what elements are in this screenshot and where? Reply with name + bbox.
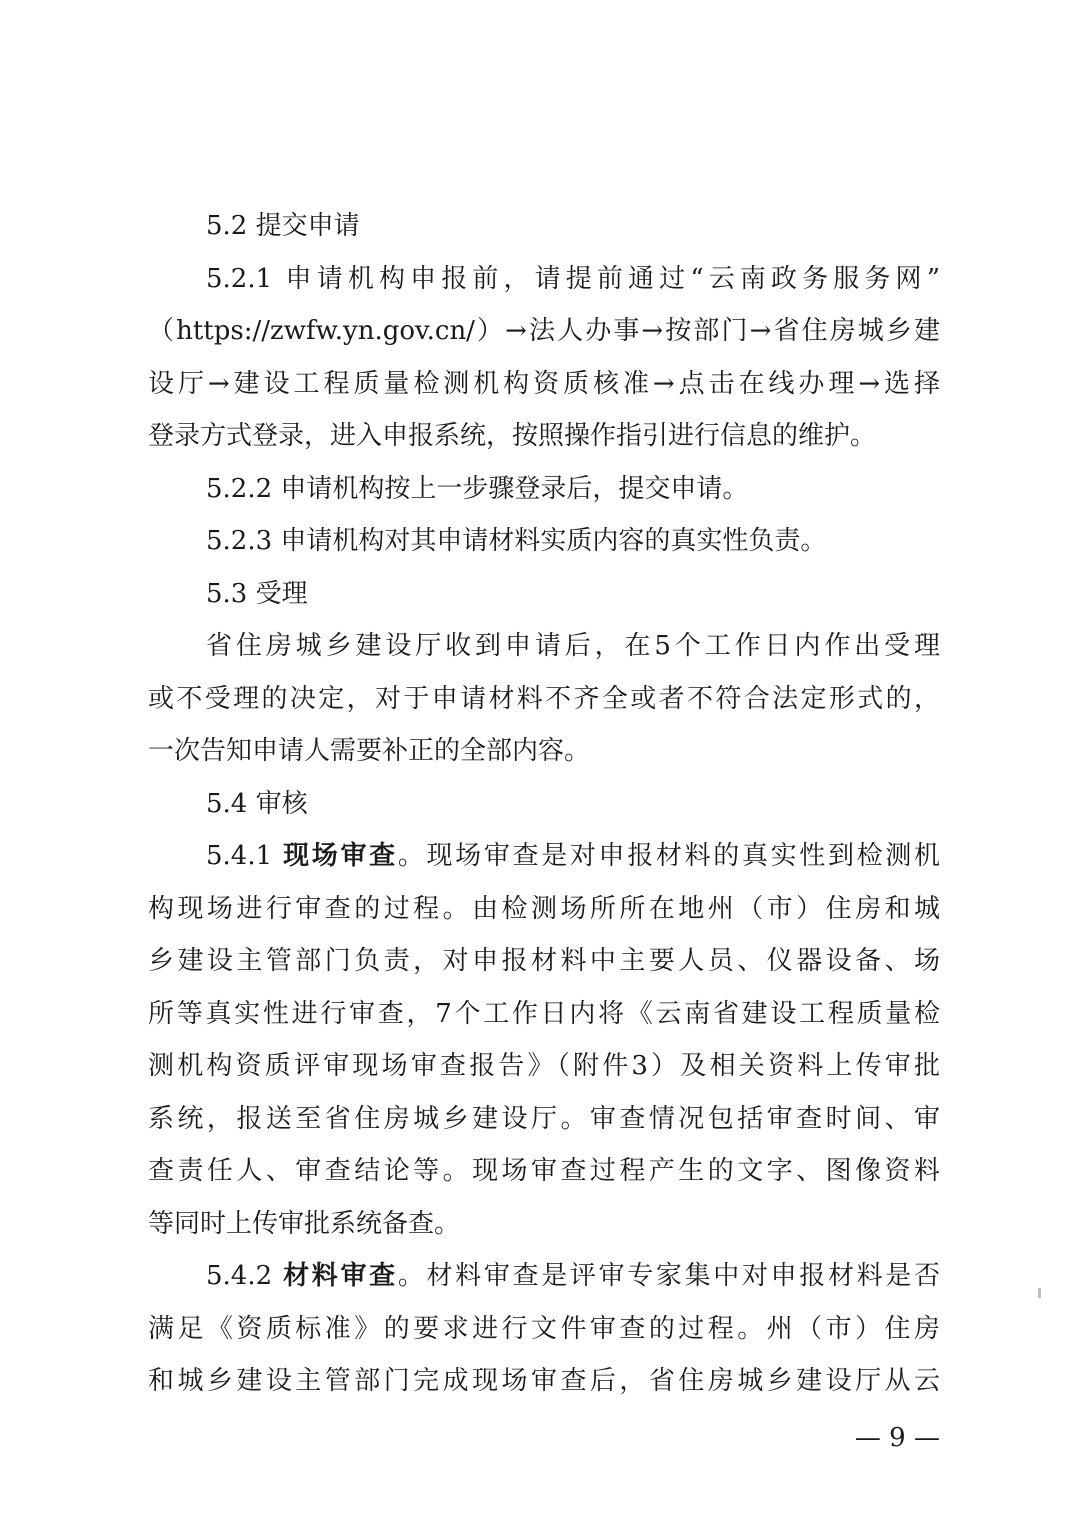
paragraph-s52 <box>148 200 940 253</box>
paragraph-s53 <box>148 568 940 621</box>
clause-number: 5.4.2 <box>206 1261 284 1291</box>
paragraph-line: 一次告知申请人需要补正的全部内容。 <box>148 736 591 766</box>
paragraph-line: 登录方式登录，进入申报系统，按照操作指引进行信息的维护。 <box>148 421 877 451</box>
paragraph-line: 设厅→建设工程质量检测机构资质核准→点击在线办理→选择 <box>148 368 940 399</box>
paragraph-line: 乡建设主管部门负责，对申报材料中主要人员、仪器设备、场 <box>148 946 940 976</box>
paragraph-p523 <box>148 515 940 568</box>
paragraph-line: 测机构资质评审现场审查报告》（附件3）及相关资料上传审批 <box>148 1051 940 1081</box>
paragraph-line: 满足《资质标准》的要求进行文件审查的过程。州（市）住房 <box>148 1313 940 1344</box>
paragraph-s54 <box>148 778 940 831</box>
paragraph-line: 构现场进行审查的过程。由检测场所所在地州（市）住房和城 <box>148 893 940 924</box>
paragraph-line: （https://zwfw.yn.gov.cn/）→法人办事→按部门→省住房城乡建 <box>148 316 940 346</box>
paragraph-line: 5.2.2 申请机构按上一步骤登录后，提交申请。 <box>206 473 749 504</box>
section-heading: 5.4 审核 <box>206 788 308 819</box>
clause-title: 材料审查 <box>283 1261 398 1291</box>
clause-number: 5.4.1 <box>206 841 284 871</box>
clause-text: 。材料审查是评审专家集中对申报材料是否 <box>397 1261 940 1291</box>
paragraph-p53 <box>148 620 940 778</box>
section-heading: 5.3 受理 <box>206 578 308 609</box>
paragraph-line: 5.2.1 申请机构申报前，请提前通过“云南政务服务网” <box>206 263 940 294</box>
document-body <box>148 200 940 1408</box>
paragraph-p522 <box>148 463 940 516</box>
clause-text: 。现场审查是对申报材料的真实性到检测机 <box>397 841 940 871</box>
paragraph-line: 或不受理的决定，对于申请材料不齐全或者不符合法定形式的， <box>148 683 940 714</box>
paragraph-line: 等同时上传审批系统备查。 <box>148 1208 461 1239</box>
paragraph-line: 查责任人、审查结论等。现场审查过程产生的文字、图像资料 <box>148 1156 940 1186</box>
paragraph-line: 5.2.3 申请机构对其申请材料实质内容的真实性负责。 <box>206 526 827 556</box>
section-heading: 5.2 提交申请 <box>206 211 360 241</box>
paragraph-p542 <box>148 1250 940 1408</box>
paragraph-line: 系统，报送至省住房城乡建设厅。审查情况包括审查时间、审 <box>148 1103 940 1134</box>
scan-edge-mark <box>1038 1288 1041 1298</box>
paragraph-line: 所等真实性进行审查，7个工作日内将《云南省建设工程质量检 <box>148 998 940 1029</box>
paragraph-line <box>148 1250 940 1303</box>
clause-title: 现场审查 <box>283 841 398 871</box>
paragraph-line: 省住房城乡建设厅收到申请后，在5个工作日内作出受理 <box>206 631 940 661</box>
paragraph-line: 和城乡建设主管部门完成现场审查后，省住房城乡建设厅从云 <box>148 1366 940 1396</box>
paragraph-p541 <box>148 830 940 1250</box>
page-number: — 9 — <box>854 1423 940 1453</box>
paragraph-p521 <box>148 253 940 463</box>
paragraph-line <box>148 830 940 883</box>
